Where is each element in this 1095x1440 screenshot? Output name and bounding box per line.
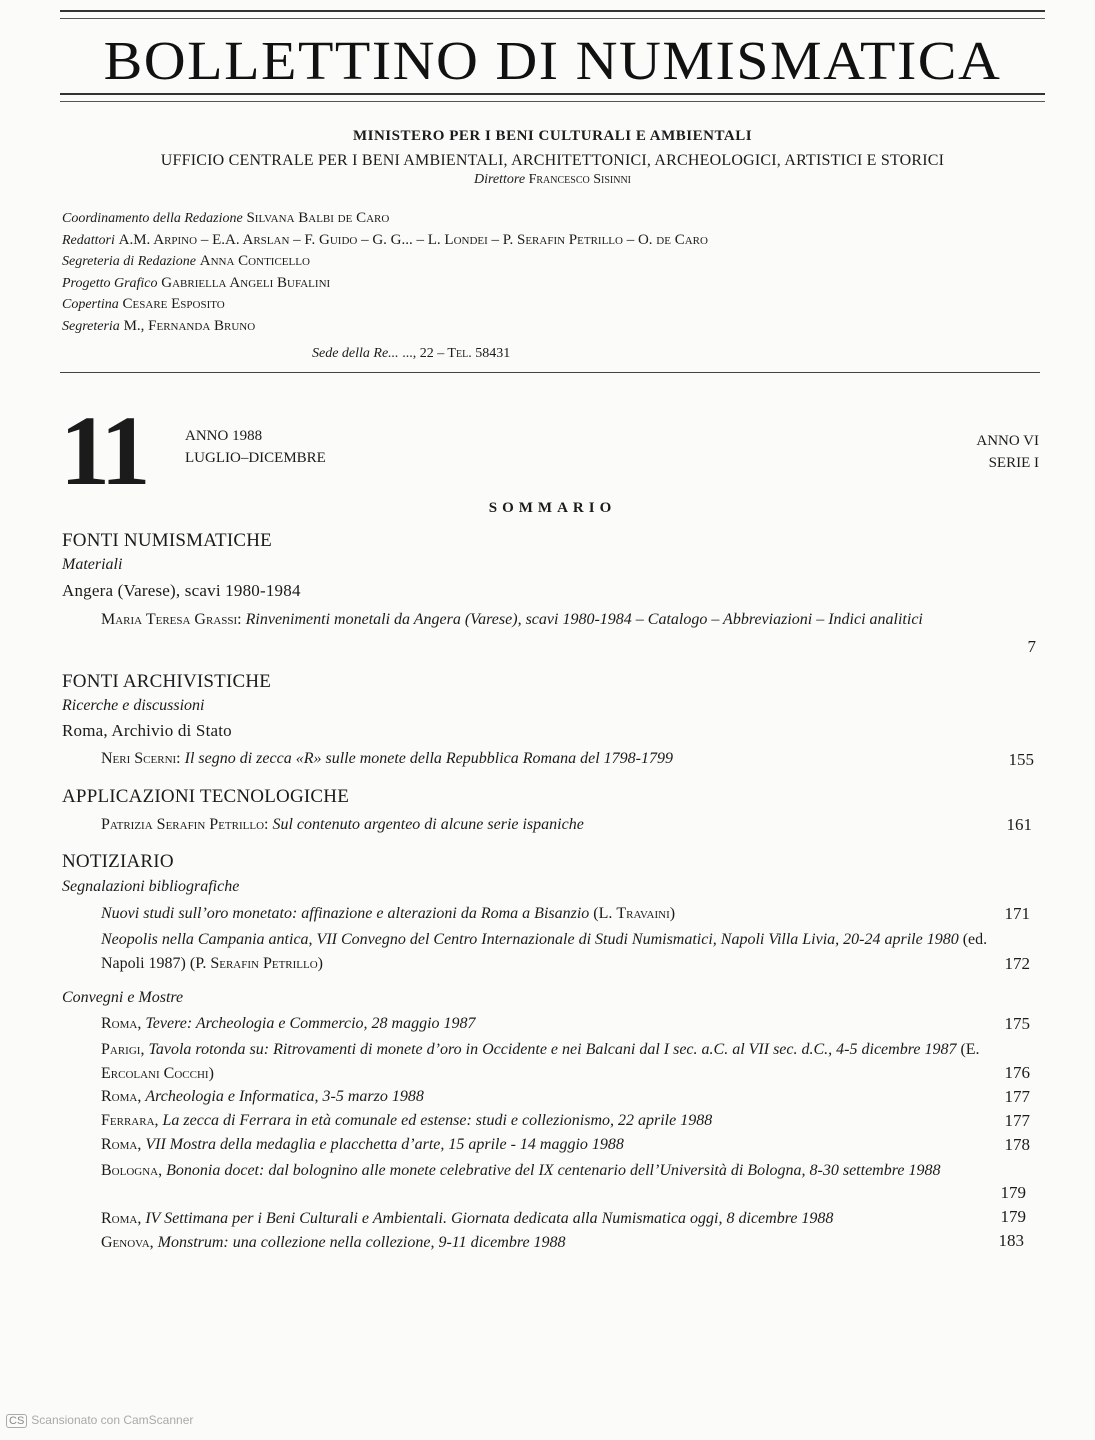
entry-tail: ) — [208, 1065, 214, 1082]
ministry-heading: MINISTERO PER I BENI CULTURALI E AMBIENTALI — [352, 128, 753, 144]
issue-number: 11 — [60, 395, 147, 506]
toc-entry — [101, 1231, 991, 1255]
toc-subsection: Ricerche e discussioni — [62, 697, 205, 714]
entry-author: Serafin Petrillo — [210, 955, 318, 972]
direttore-name: Francesco Sisinni — [528, 172, 631, 187]
entry-title: Il segno di zecca «R» sulle monete della Repubblica Romana del 1798-1799 — [184, 750, 673, 767]
credit-names: Gabriella Angeli Bufalini — [161, 274, 331, 291]
entry-tail: ) — [669, 905, 676, 922]
credit-names: Anna Conticello — [199, 253, 310, 270]
credit-role: Coordinamento della Redazione — [62, 211, 243, 226]
entry-title: Archeologia e Informatica, 3-5 marzo 1988 — [145, 1088, 424, 1105]
entry-page-number: 177 — [1004, 1111, 1030, 1130]
credit-names: M., Fernanda Bruno — [123, 317, 256, 334]
toc-entry — [101, 1207, 991, 1231]
entry-tail: ) — [317, 955, 323, 972]
credit-role: Segreteria di Redazione — [62, 254, 197, 270]
issue-anno: ANNO VI — [976, 433, 1039, 449]
entry-title: Neopolis nella Campania antica, VII Convegno del Centro Internazionale di Studi Numismatici, Napoli Villa Livia, 20-24 aprile 1980 — [101, 931, 959, 948]
entry-place: Roma, — [101, 1015, 142, 1032]
credit-names: Silvana Balbi de Caro — [246, 210, 390, 226]
toc-location: Roma, Archivio di Stato — [62, 721, 232, 740]
credit-names: A.M. Arpino – E.A. Arslan – F. Guido – G. G... – L. Londei – P. Serafin Petrillo – O. de Caro — [118, 231, 708, 248]
credit-role: Redattori — [62, 232, 115, 248]
entry-title: La zecca di Ferrara in età comunale ed estense: studi e collezionismo, 22 aprile 1988 — [162, 1112, 713, 1129]
entry-title: Bononia docet: dal bolognino alle monete celebrative del IX centenario dell’Università di Bologna, 8-30 settembre 1988 — [166, 1162, 941, 1179]
credit-line — [62, 251, 708, 273]
editorial-credits — [62, 208, 708, 338]
toc-entry — [101, 747, 991, 771]
issue-serie: SERIE I — [988, 455, 1039, 471]
credit-role: Progetto Grafico — [62, 275, 158, 291]
toc-entry — [101, 1012, 991, 1036]
entry-page-number: 176 — [1004, 1063, 1030, 1082]
entry-page-number: 161 — [1006, 815, 1032, 834]
toc-entry — [101, 1109, 991, 1133]
sede-line — [312, 346, 510, 362]
toc-section-title: FONTI ARCHIVISTICHE — [62, 671, 272, 692]
issue-year: ANNO 1988 — [185, 428, 263, 444]
direttore-line — [60, 172, 1045, 188]
toc-entry — [101, 928, 991, 976]
credit-role: Copertina — [62, 297, 119, 313]
entry-place: Bologna, — [101, 1162, 163, 1179]
entry-author: Maria Teresa Grassi: — [101, 611, 242, 628]
toc-section-title: FONTI NUMISMATICHE — [62, 530, 272, 551]
entry-page-number: 183 — [998, 1231, 1024, 1250]
ufficio-heading: UFFICIO CENTRALE PER I BENI AMBIENTALI, ARCHITETTONICI, ARCHEOLOGICI, ARTISTICI E STORICI — [160, 152, 945, 169]
toc-entry — [101, 1159, 991, 1183]
entry-page-number: 7 — [1027, 637, 1036, 656]
entry-page-number: 178 — [1004, 1135, 1030, 1154]
entry-tail: (E. — [956, 1041, 980, 1058]
toc-section-title: APPLICAZIONI TECNOLOGICHE — [62, 786, 349, 807]
journal-title: BOLLETTINO DI NUMISMATICA — [103, 29, 1002, 92]
entry-title: Tavola rotonda su: Ritrovamenti di monete d’oro in Occidente e nei Balcani dal I sec. a.C. al VII sec. d.C., 4-5 dicembre 1987 — [148, 1041, 957, 1058]
scanner-watermark — [6, 1413, 193, 1428]
entry-title: IV Settimana per i Beni Culturali e Ambientali. Giornata dedicata alla Numismatica oggi, 8 dicembre 1988 — [145, 1210, 834, 1227]
header-divider — [60, 372, 1040, 373]
credit-names: Cesare Esposito — [122, 296, 225, 313]
issue-months: LUGLIO–DICEMBRE — [185, 450, 326, 466]
credit-line — [62, 230, 708, 252]
credit-line — [62, 294, 708, 316]
entry-page-number: 155 — [1008, 750, 1034, 769]
entry-title: VII Mostra della medaglia e placchetta d’arte, 15 aprile - 14 maggio 1988 — [145, 1136, 624, 1153]
toc-subsection: Materiali — [62, 556, 123, 573]
toc-entry — [101, 1085, 991, 1109]
entry-page-number: 171 — [1004, 904, 1030, 923]
watermark-text: Scansionato con CamScanner — [31, 1413, 194, 1427]
sommario-heading: SOMMARIO — [488, 500, 617, 516]
entry-page-number: 179 — [1000, 1183, 1026, 1202]
direttore-label: Direttore — [474, 172, 526, 187]
toc-subsection: Segnalazioni bibliografiche — [62, 878, 240, 895]
credit-line — [62, 208, 708, 230]
entry-page-number: 172 — [1004, 954, 1030, 973]
toc-section-title: NOTIZIARIO — [62, 851, 174, 872]
title-double-rule — [60, 93, 1045, 102]
toc-entry — [101, 1038, 991, 1086]
sede-label: Sede della Re... — [312, 346, 399, 361]
entry-page-number: 177 — [1004, 1087, 1030, 1106]
entry-title: Nuovi studi sull’oro monetato: affinazione e alterazioni da Roma a Bisanzio — [101, 905, 590, 922]
camscanner-logo-icon: CS — [6, 1414, 27, 1428]
entry-place: Roma, — [101, 1136, 142, 1153]
top-double-rule — [60, 10, 1045, 19]
entry-title: Sul contenuto argenteo di alcune serie ispaniche — [272, 816, 584, 833]
credit-role: Segreteria — [62, 318, 120, 334]
toc-subsection: Convegni e Mostre — [62, 989, 184, 1006]
entry-place: Roma, — [101, 1088, 142, 1105]
credit-line — [62, 316, 708, 338]
toc-entry — [101, 813, 991, 837]
credit-line — [62, 273, 708, 295]
toc-location: Angera (Varese), scavi 1980-1984 — [62, 581, 301, 600]
sede-address: ..., 22 – Tel. 58431 — [402, 346, 511, 361]
entry-page-number: 179 — [1000, 1207, 1026, 1226]
entry-author: Ercolani Cocchi — [101, 1065, 209, 1082]
entry-page-number: 175 — [1004, 1014, 1030, 1033]
entry-author: Neri Scerni: — [101, 750, 181, 767]
entry-place: Ferrara, — [101, 1112, 159, 1129]
entry-place: Parigi, — [101, 1041, 145, 1058]
entry-place: Roma, — [101, 1210, 142, 1227]
toc-entry — [101, 608, 991, 632]
entry-title: Tevere: Archeologia e Commercio, 28 maggio 1987 — [145, 1015, 476, 1032]
entry-author: Travaini — [616, 905, 670, 922]
toc-entry — [101, 1133, 991, 1157]
entry-place: Genova, — [101, 1234, 154, 1251]
entry-tail: (ed. Napoli 1987) (P. — [101, 931, 988, 972]
entry-author: Patrizia Serafin Petrillo: — [101, 816, 269, 833]
entry-title: Monstrum: una collezione nella collezione, 9-11 dicembre 1988 — [157, 1234, 566, 1251]
entry-title: Rinvenimenti monetali da Angera (Varese), scavi 1980-1984 – Catalogo – Abbreviazioni – Indici analitici — [245, 611, 923, 628]
entry-tail: (L. — [589, 905, 617, 922]
toc-entry — [101, 902, 991, 926]
